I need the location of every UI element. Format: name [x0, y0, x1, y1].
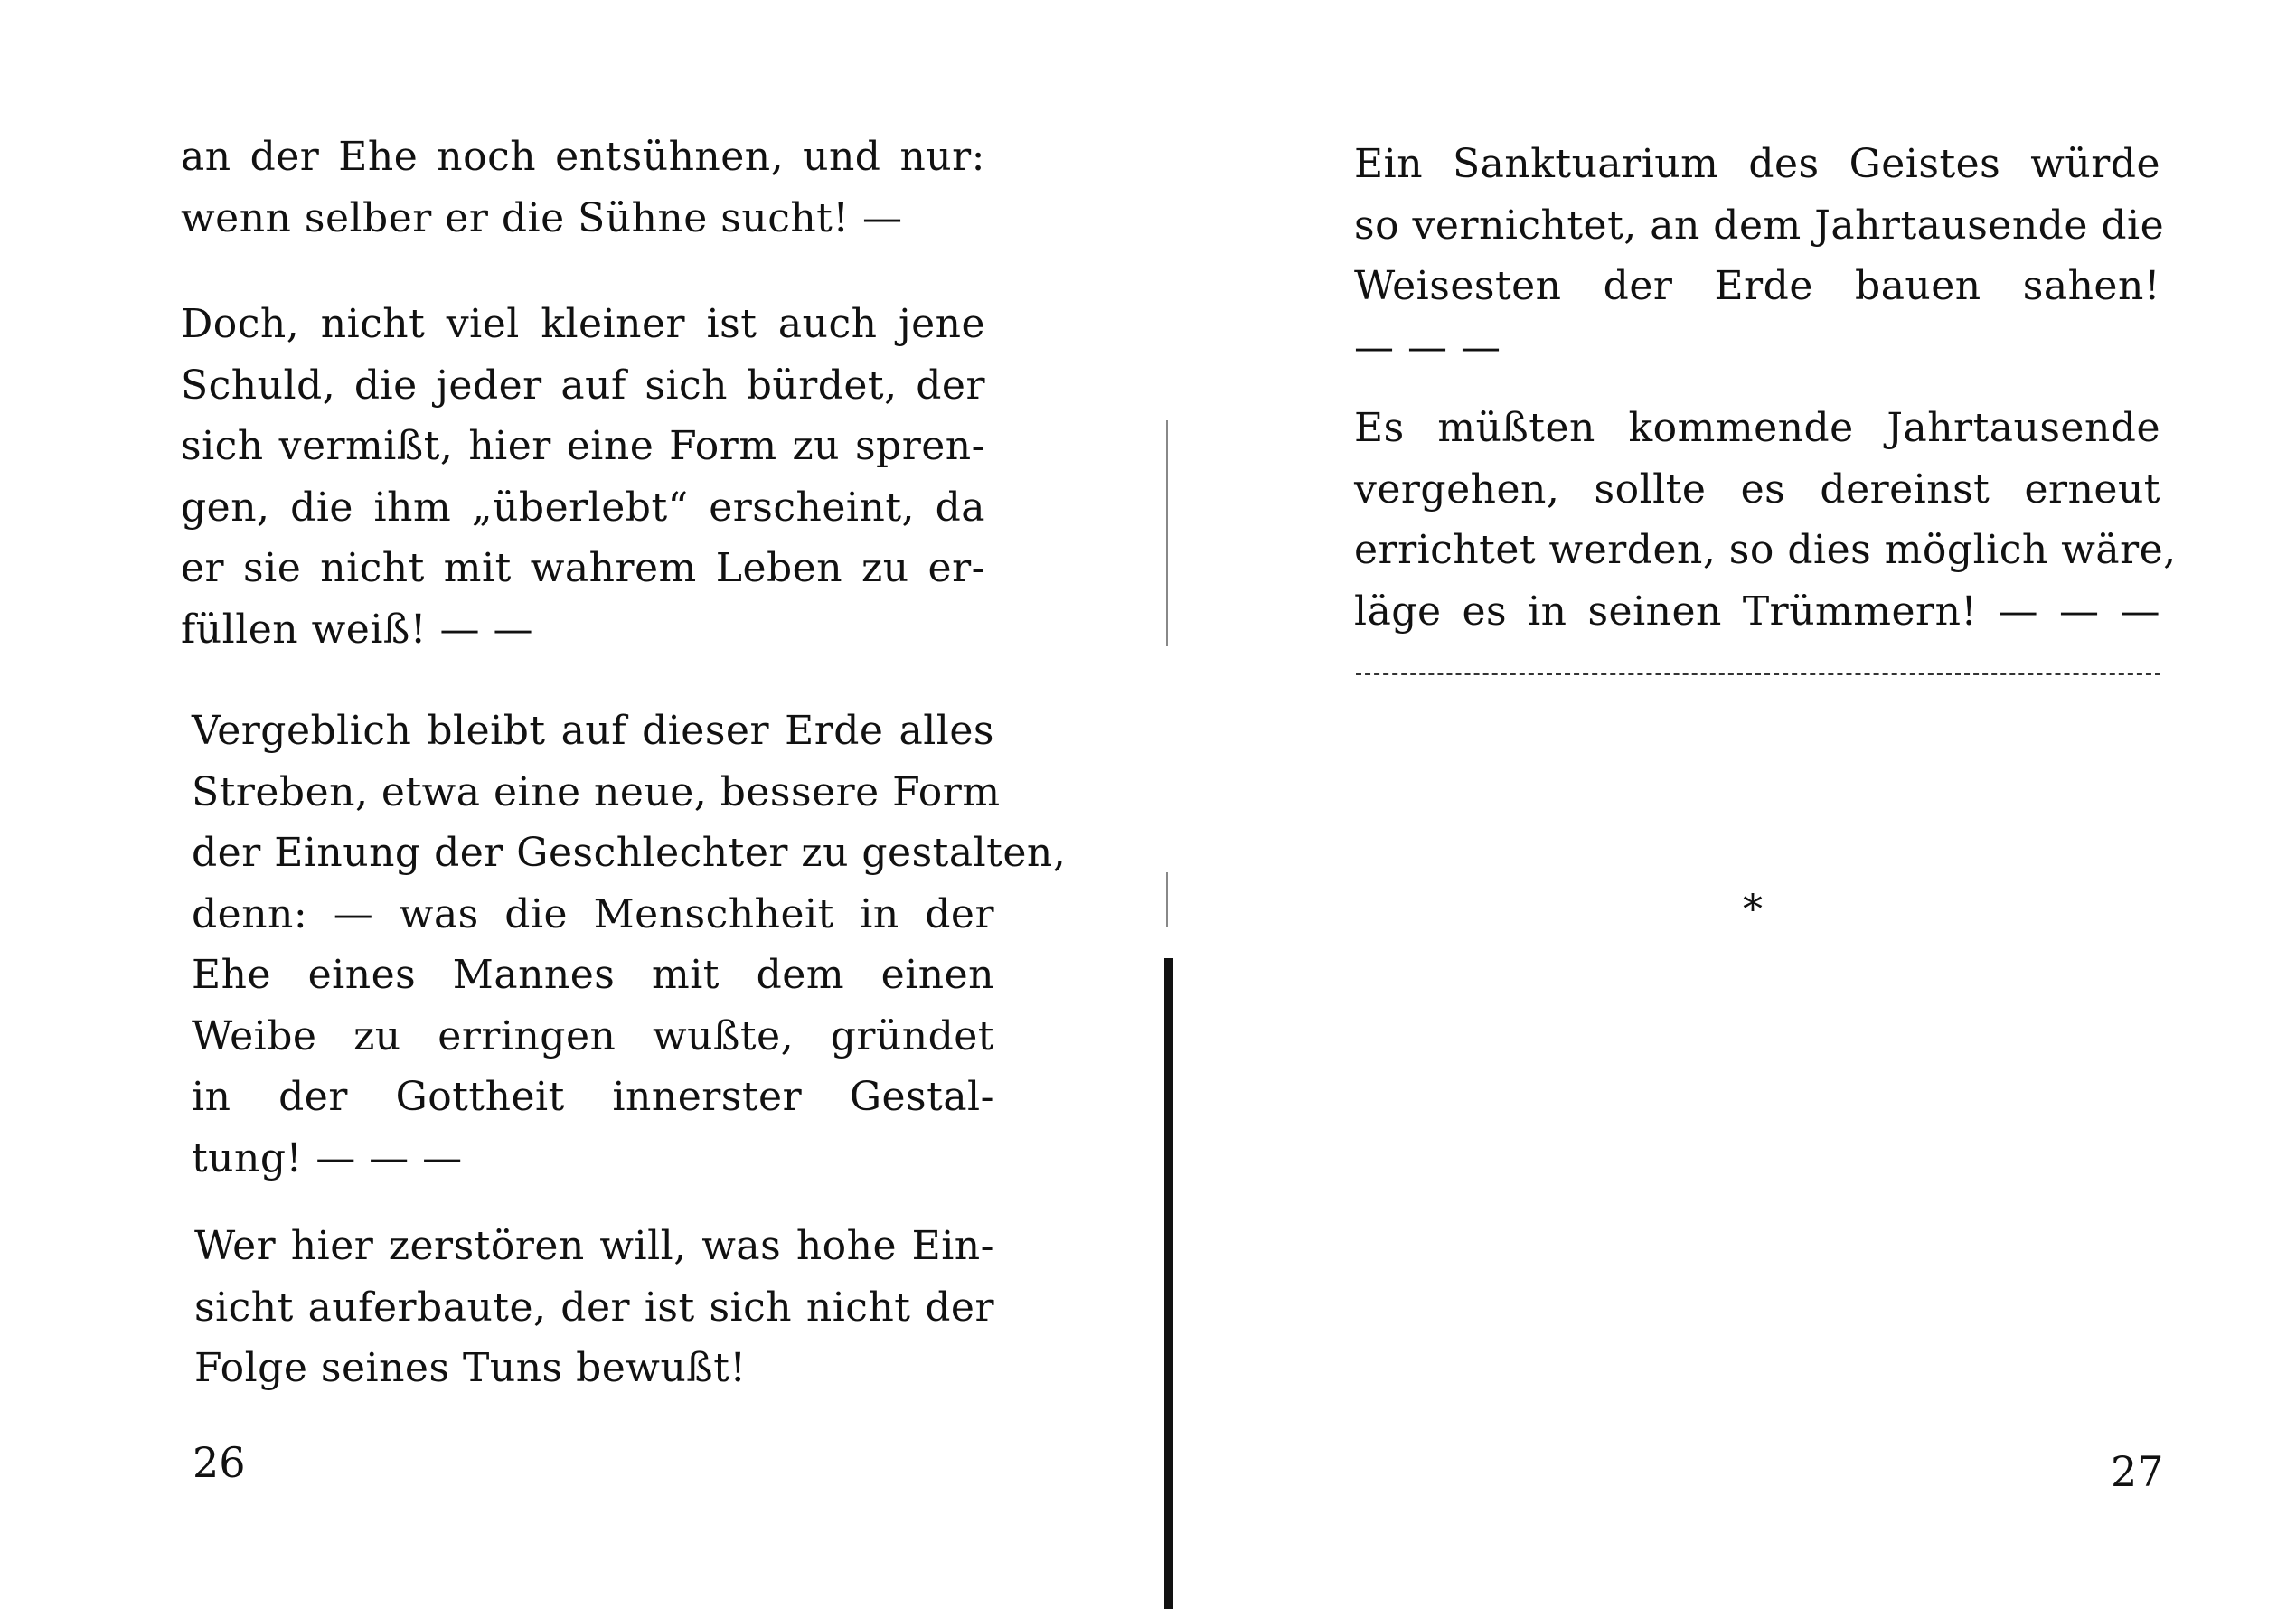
text-line: Folge seines Tuns bewußt! [194, 1345, 747, 1391]
text-line: denn: — was die Menschheit in der [192, 890, 994, 937]
text-line: Schuld, die jeder auf sich bürdet, der [181, 362, 985, 409]
binding-shadow-line [1166, 872, 1168, 927]
text-line: sich vermißt, hier eine Form zu spren- [181, 423, 985, 469]
text-line: — — — [1354, 324, 1501, 371]
left-paragraph-4 [194, 1216, 994, 1399]
text-line: so vernichtet, an dem Jahrtausende die [1354, 202, 2165, 249]
text-line: vergehen, sollte es dereinst erneut [1354, 466, 2160, 513]
text-line: er sie nicht mit wahrem Leben zu er- [181, 545, 985, 591]
left-paragraph-3 [192, 701, 1067, 1189]
text-line: errichtet werden, so dies möglich wäre, [1354, 527, 2177, 573]
text-line: Doch, nicht viel kleiner ist auch jene [181, 301, 985, 347]
text-line: an der Ehe noch entsühnen, und nur: [181, 134, 985, 180]
dashed-rule [1356, 673, 2160, 675]
text-line: wenn selber er die Sühne sucht! — [181, 194, 903, 241]
page-number-left: 26 [193, 1438, 246, 1487]
right-paragraph-1 [1354, 134, 2165, 378]
text-line: läge es in seinen Trümmern! — — — [1354, 588, 2160, 635]
text-line: Ein Sanktuarium des Geistes würde [1354, 141, 2160, 187]
right-paragraph-2 [1354, 398, 2177, 642]
text-line: Streben, etwa eine neue, bessere Form [192, 768, 1001, 815]
text-line: Es müßten kommende Jahrtausende [1354, 405, 2160, 451]
right-page [1184, 0, 2296, 1609]
binding-gutter [1164, 958, 1173, 1609]
text-line: in der Gottheit innerster Gestal- [192, 1074, 994, 1120]
text-line: gen, die ihm „überlebt“ erscheint, da [181, 484, 985, 531]
text-line: sicht auferbaute, der ist sich nicht der [194, 1284, 994, 1331]
left-paragraph-1 [181, 127, 985, 249]
text-line: Ehe eines Mannes mit dem einen [192, 952, 994, 998]
section-separator-asterisk: * [1743, 887, 1763, 933]
text-line: Wer hier zerstören will, was hohe Ein- [194, 1223, 994, 1269]
text-line: Weisesten der Erde bauen sahen! [1354, 263, 2160, 309]
text-line: Vergeblich bleibt auf dieser Erde alles [192, 708, 994, 754]
text-line: Weibe zu erringen wußte, gründet [192, 1012, 994, 1059]
text-line: füllen weiß! — — [181, 606, 533, 653]
text-line: tung! — — — [192, 1134, 463, 1181]
page-number-right: 27 [2111, 1447, 2164, 1496]
left-paragraph-2 [181, 294, 985, 660]
binding-shadow-line [1166, 420, 1168, 646]
text-line: der Einung der Geschlechter zu gestalten, [192, 830, 1067, 876]
